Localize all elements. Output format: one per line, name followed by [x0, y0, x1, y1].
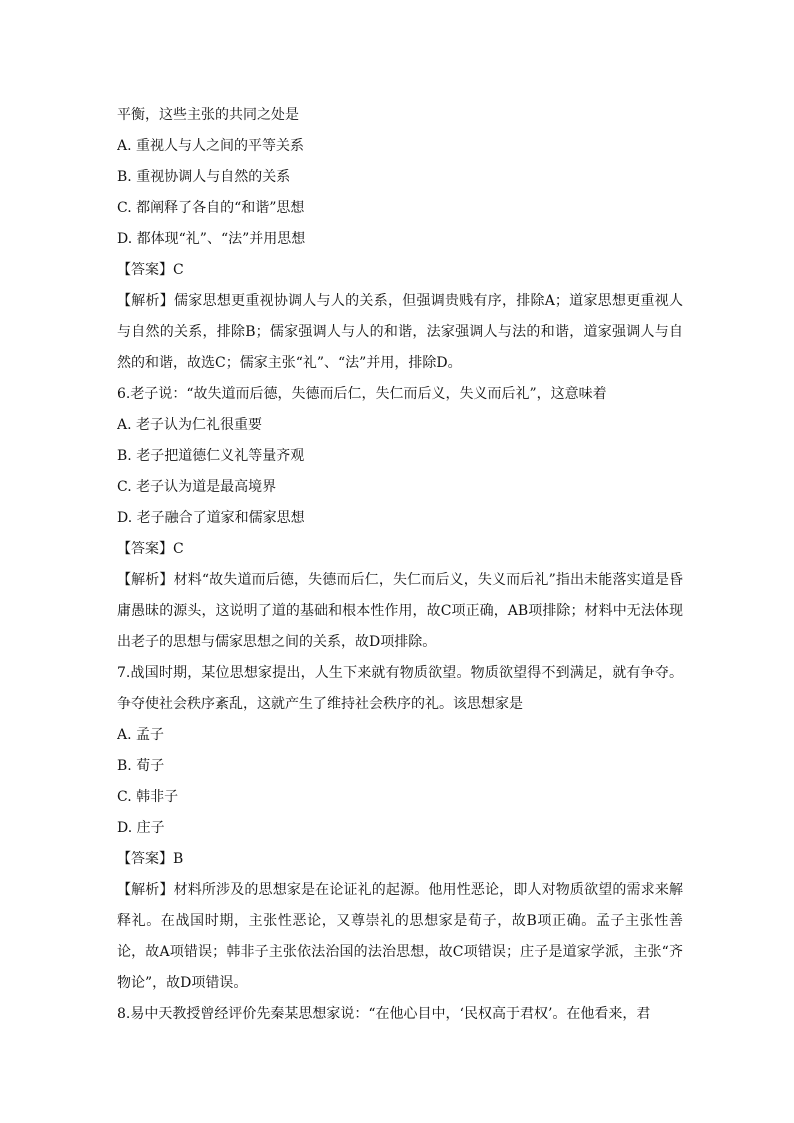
q6-analysis-text: 材料“故失道而后德，失德而后仁，失仁而后义，失义而后礼”指出未能落实道是昏庸愚昧的源头，这说明了道的基础和根本性作用，故C项正确，AB项排除；材料中无法体现出老子的思想与儒家思想之间的关系，故D项排除。	[117, 572, 684, 650]
q7-option-d: D. 庄子	[117, 820, 165, 836]
q8-stem-head: 8.易中天教授曾经评价先秦某思想家说：“在他心目中，‘民权高于君权’。在他看来，君	[117, 1006, 651, 1022]
q5-analysis	[117, 286, 683, 379]
q7-answer: 【答案】B	[117, 851, 184, 867]
q6-option-a: A. 老子认为仁礼很重要	[117, 417, 263, 433]
q7-option-b: B. 荀子	[117, 758, 165, 774]
q6-option-c: C. 老子认为道是最高境界	[117, 479, 277, 495]
q7-option-a: A. 孟子	[117, 727, 165, 743]
q6-stem: 6.老子说：“故失道而后德，失德而后仁，失仁而后义，失义而后礼”，这意味着	[117, 386, 607, 402]
q7-analysis	[117, 875, 683, 999]
q5-option-c: C. 都阐释了各自的“和谐”思想	[117, 200, 305, 216]
q5-option-b: B. 重视协调人与自然的关系	[117, 169, 291, 185]
q5-stem-tail: 平衡，这些主张的共同之处是	[117, 107, 299, 123]
q5-option-a: A. 重视人与人之间的平等关系	[117, 138, 305, 154]
q6-option-b: B. 老子把道德仁义礼等量齐观	[117, 448, 305, 464]
q5-analysis-text: 儒家思想更重视协调人与人的关系，但强调贵贱有序，排除A；道家思想更重视人与自然的关系，排除B；儒家强调人与人的和谐，法家强调人与法的和谐，道家强调人与自然的和谐，故选C；儒家主张“礼”、“法”并用，排除D。	[117, 293, 684, 371]
q7-option-c: C. 韩非子	[117, 789, 179, 805]
q5-option-d: D. 都体现“礼”、“法”并用思想	[117, 231, 306, 247]
q7-stem: 7.战国时期，某位思想家提出，人生下来就有物质欲望。物质欲望得不到满足，就有争夺。争夺使社会秩序紊乱，这就产生了维持社会秩序的礼。该思想家是	[117, 665, 683, 712]
q5-analysis-label: 【解析】	[117, 293, 175, 309]
document-page	[117, 100, 683, 1030]
q6-answer: 【答案】C	[117, 541, 184, 557]
q6-analysis-label: 【解析】	[117, 572, 174, 588]
q6-analysis	[117, 565, 683, 658]
q7-analysis-label: 【解析】	[117, 882, 174, 898]
q7-analysis-text: 材料所涉及的思想家是在论证礼的起源。他用性恶论，即人对物质欲望的需求来解释礼。在战国时期，主张性恶论，又尊崇礼的思想家是荀子，故B项正确。孟子主张性善论，故A项错误；韩非子主张依法治国的法治思想，故C项错误；庄子是道家学派，主张“齐物论”，故D项错误。	[117, 882, 684, 991]
q6-option-d: D. 老子融合了道家和儒家思想	[117, 510, 305, 526]
q5-answer: 【答案】C	[117, 262, 184, 278]
